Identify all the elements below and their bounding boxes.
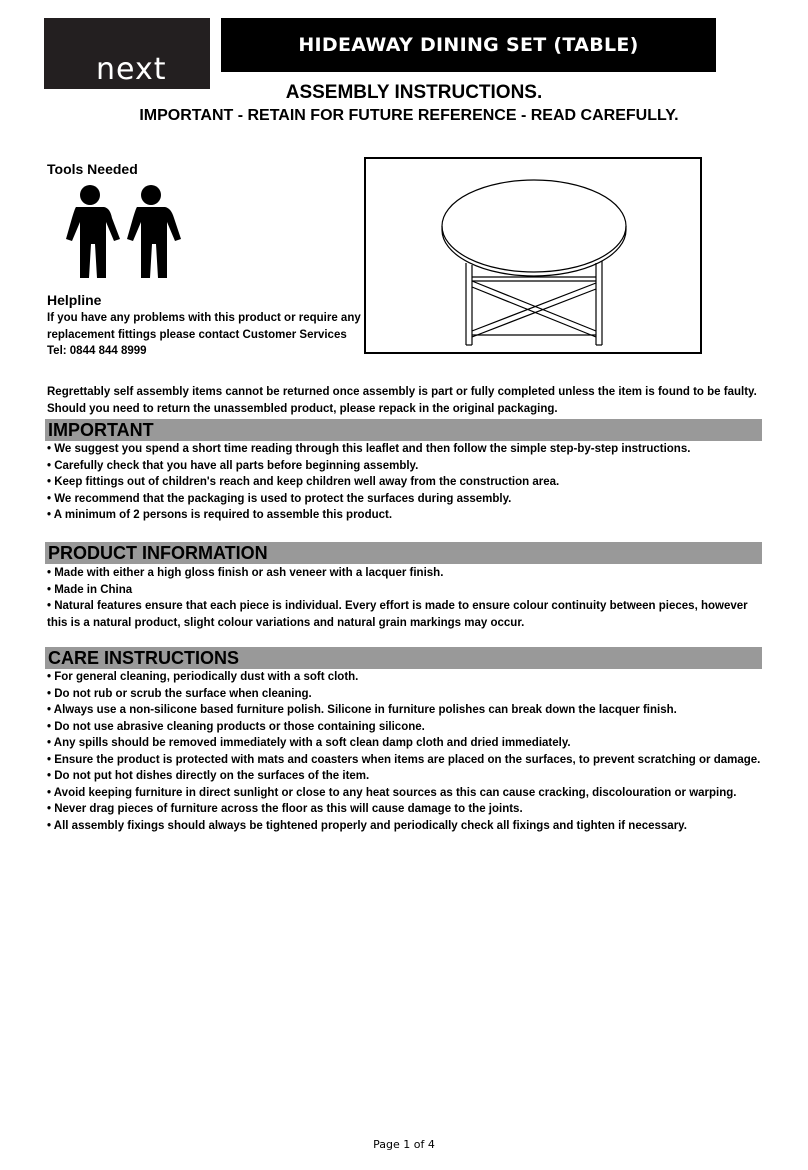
list-item: • Natural features ensure that each piece is individual. Every effort is made to ensure colour continuity between pieces, however this is a natural product, slight colour variations and natural grain markings may occur. [47, 600, 748, 629]
care-list [47, 669, 762, 834]
list-item: • All assembly fixings should always be tightened properly and periodically check all fixings and tighten if necessary. [47, 819, 687, 832]
list-item: • Made in China [47, 583, 133, 596]
list-item: • Keep fittings out of children's reach and keep children well away from the construction area. [47, 476, 560, 488]
brand-logo [44, 18, 210, 89]
list-item: • A minimum of 2 persons is required to assemble this product. [47, 509, 393, 521]
list-item: • Ensure the product is protected with mats and coasters when items are placed on the surfaces, to prevent scratching or damage. [47, 753, 761, 766]
list-item: • We suggest you spend a short time reading through this leaflet and then follow the simple step-by-step instructions. [47, 443, 691, 455]
list-item: • Avoid keeping furniture in direct sunlight or close to any heat sources as this can cause cracking, discolouration or warping. [47, 786, 737, 799]
document-title: HIDEAWAY DINING SET (TABLE) [221, 18, 716, 72]
return-policy-text: Regrettably self assembly items cannot be returned once assembly is part or fully completed unless the item is found to be faulty. Should you need to return the unassembled product, please repack in the original packaging. [47, 386, 757, 415]
important-list [47, 441, 762, 524]
product-info-list [47, 565, 762, 631]
list-item: • Do not use abrasive cleaning products or those containing silicone. [47, 720, 425, 733]
helpline-title: Helpline [47, 292, 102, 308]
two-persons-icon [58, 184, 184, 278]
list-item: • Never drag pieces of furniture across the floor as this will cause damage to the joints. [47, 803, 523, 815]
list-item: • We recommend that the packaging is used to protect the surfaces during assembly. [47, 492, 512, 505]
page-heading: ASSEMBLY INSTRUCTIONS. [285, 82, 543, 103]
section-product-info-header: PRODUCT INFORMATION [45, 542, 762, 564]
section-care-header: CARE INSTRUCTIONS [45, 647, 762, 669]
section-important-header: IMPORTANT [45, 419, 762, 441]
list-item: • For general cleaning, periodically dust with a soft cloth. [47, 671, 359, 683]
page-number: Page 1 of 4 [373, 1138, 435, 1151]
logo-text: next [96, 52, 167, 87]
list-item: • Made with either a high gloss finish or ash veneer with a lacquer finish. [47, 567, 444, 579]
product-illustration [364, 157, 702, 354]
page-subheading: IMPORTANT - RETAIN FOR FUTURE REFERENCE - READ CAREFULLY. [139, 107, 679, 124]
list-item: • Always use a non-silicone based furniture polish. Silicone in furniture polishes can break down the lacquer finish. [47, 704, 677, 716]
list-item: • Any spills should be removed immediately with a soft clean damp cloth and dried immediately. [47, 737, 571, 749]
round-dining-table-icon [366, 159, 704, 356]
tools-needed-label: Tools Needed [47, 161, 138, 177]
helpline-text: If you have any problems with this product or require any replacement fittings please contact Customer Services Tel: 0844 844 8999 [47, 312, 361, 357]
list-item: • Do not rub or scrub the surface when cleaning. [47, 687, 312, 700]
list-item: • Do not put hot dishes directly on the surfaces of the item. [47, 770, 370, 782]
list-item: • Carefully check that you have all parts before beginning assembly. [47, 459, 419, 472]
